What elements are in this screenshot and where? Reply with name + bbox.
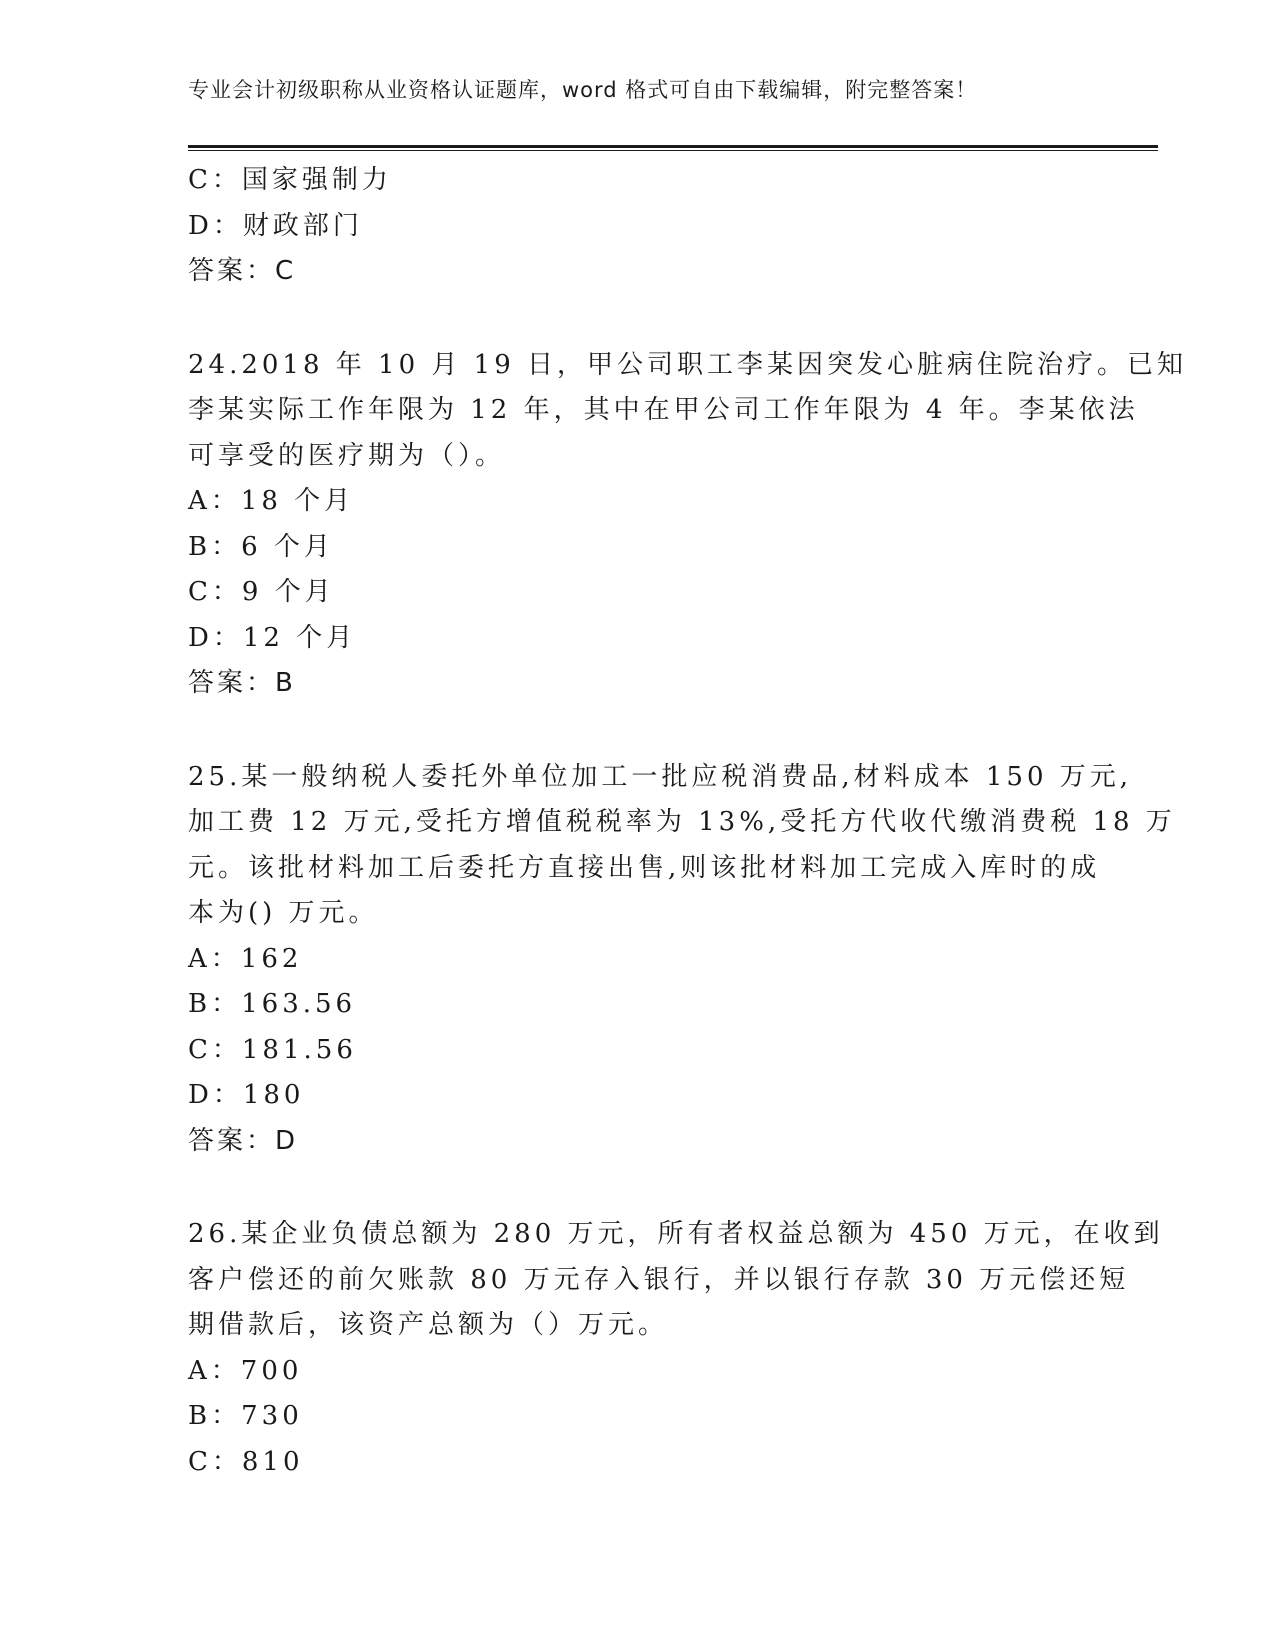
option-b: B：730 <box>188 1401 303 1431</box>
option-a: A：18 个月 <box>188 486 355 516</box>
page-header: 专业会计初级职称从业资格认证题库，word 格式可自由下载编辑，附完整答案！ <box>188 78 978 102</box>
question-24 <box>188 343 1188 707</box>
question-stem-line: 期借款后，该资产总额为（）万元。 <box>188 1310 669 1340</box>
question-stem-line: 可享受的医疗期为（）。 <box>188 440 506 471</box>
question-separator <box>188 707 1088 755</box>
answer-line: 答案：C <box>188 256 297 286</box>
header-rule-thick <box>188 145 1158 148</box>
question-stem-line: 加工费 12 万元,受托方增值税税率为 13%,受托方代收代缴消费税 18 万 <box>188 807 1176 837</box>
option-c: C：810 <box>188 1446 304 1477</box>
option-c: C：181.56 <box>188 1034 357 1065</box>
question-list <box>188 158 1188 1485</box>
question-separator <box>188 295 1088 343</box>
option-c: C：9 个月 <box>188 577 335 607</box>
question-stem-line: 25.某一般纳税人委托外单位加工一批应税消费品,材料成本 150 万元, <box>188 761 1133 792</box>
question-25 <box>188 755 1176 1165</box>
option-d: D：财政部门 <box>188 210 363 241</box>
option-b: B：163.56 <box>188 989 357 1019</box>
option-d: D：12 个月 <box>188 622 357 653</box>
question-separator <box>188 1164 1088 1212</box>
question-stem-line: 李某实际工作年限为 12 年，其中在甲公司工作年限为 4 年。李某依法 <box>188 395 1139 425</box>
option-b: B：6 个月 <box>188 531 334 562</box>
question-stem-line: 客户偿还的前欠账款 80 万元存入银行，并以银行存款 30 万元偿还短 <box>188 1264 1130 1295</box>
option-a: A：700 <box>188 1355 303 1386</box>
question-26 <box>188 1212 1164 1485</box>
question-stem-line: 24.2018 年 10 月 19 日，甲公司职工李某因突发心脏病住院治疗。已知 <box>188 349 1188 380</box>
question-stem-line: 元。该批材料加工后委托方直接出售,则该批材料加工完成入库时的成 <box>188 852 1101 883</box>
header-rule-thin <box>188 150 1158 151</box>
option-c: C：国家强制力 <box>188 165 392 195</box>
option-d: D：180 <box>188 1080 305 1110</box>
question-23-tail <box>188 158 1088 295</box>
question-stem-line: 26.某企业负债总额为 280 万元，所有者权益总额为 450 万元，在收到 <box>188 1219 1164 1249</box>
question-stem-line: 本为() 万元。 <box>188 898 379 928</box>
answer-line: 答案：D <box>188 1125 299 1156</box>
option-a: A：162 <box>188 943 303 974</box>
answer-line: 答案：B <box>188 668 296 698</box>
